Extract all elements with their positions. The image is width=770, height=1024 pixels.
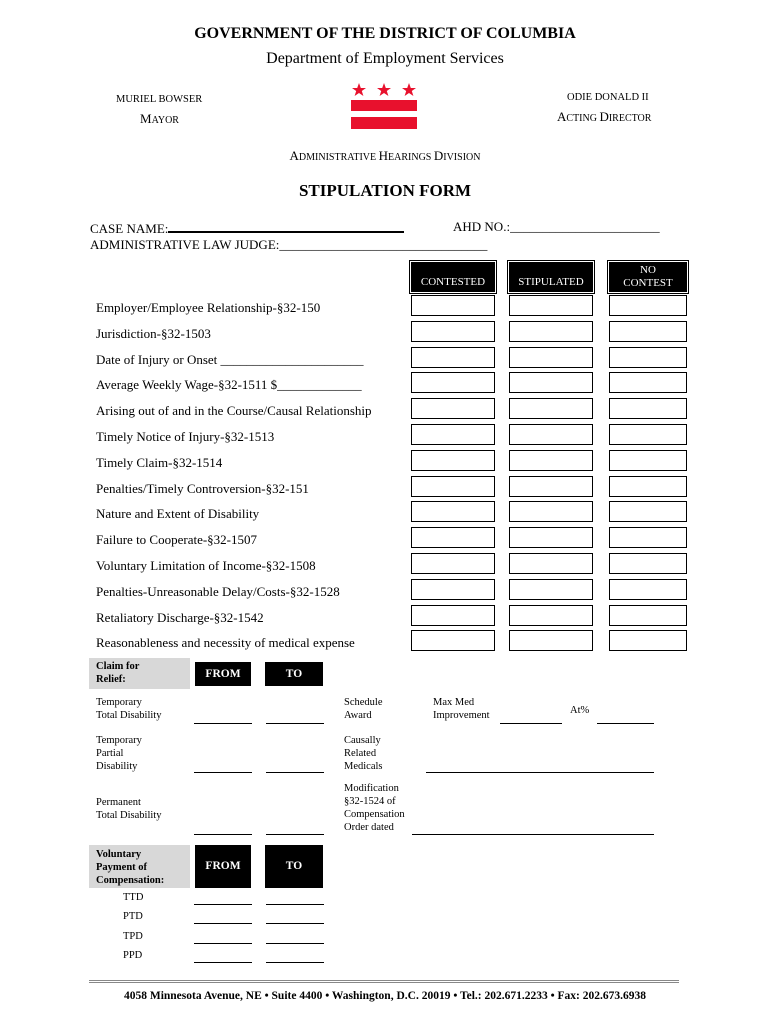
voluntary-to-header: TO (265, 845, 323, 888)
voluntary-to-input[interactable] (266, 962, 324, 963)
relief-row-permanent-total: Permanent Total Disability (96, 797, 162, 821)
contested-checkbox[interactable] (411, 476, 495, 497)
director-title: ACTING DIRECTOR (557, 109, 652, 124)
contested-checkbox[interactable] (411, 347, 495, 368)
stipulation-item: Arising out of and in the Course/Causal Relationship (96, 403, 372, 419)
voluntary-row-label: PTD (123, 911, 143, 922)
relief-row-temporary-total: Temporary Total Disability (96, 697, 162, 721)
stipulation-item: Reasonableness and necessity of medical expense (96, 635, 355, 651)
contested-checkbox[interactable] (411, 372, 495, 393)
ptd-to-input[interactable] (266, 834, 324, 835)
relief-row-temporary-partial: Temporary Partial Disability (96, 735, 142, 772)
stipulation-item: Penalties-Unreasonable Delay/Costs-§32-1528 (96, 583, 340, 599)
contested-checkbox[interactable] (411, 501, 495, 522)
column-no-contest: NO CONTEST (609, 262, 687, 292)
no-contest-checkbox[interactable] (609, 398, 687, 419)
voluntary-row-label: PPD (123, 950, 143, 961)
at-percent-input[interactable] (597, 723, 654, 724)
stipulated-checkbox[interactable] (509, 372, 593, 393)
stipulated-checkbox[interactable] (509, 553, 593, 574)
no-contest-checkbox[interactable] (609, 553, 687, 574)
stipulation-item: Employer/Employee Relationship-§32-150 (96, 300, 321, 315)
contested-checkbox[interactable] (411, 579, 495, 600)
contested-checkbox[interactable] (411, 398, 495, 419)
stipulated-checkbox[interactable] (509, 476, 593, 497)
stipulated-checkbox[interactable] (509, 501, 593, 522)
judge-field[interactable]: ADMINISTRATIVE LAW JUDGE:________________________________ (90, 237, 488, 252)
stipulation-item: Average Weekly Wage-§32-1511 $_____________ (96, 377, 362, 393)
contested-checkbox[interactable] (411, 605, 495, 626)
stipulated-checkbox[interactable] (509, 450, 593, 471)
at-percent-label: At% (570, 705, 590, 716)
no-contest-checkbox[interactable] (609, 527, 687, 548)
stipulation-item: Date of Injury or Onset ______________________ (96, 351, 364, 367)
stipulated-checkbox[interactable] (509, 347, 593, 368)
no-contest-checkbox[interactable] (609, 424, 687, 445)
ahd-no-field[interactable]: AHD NO.:_______________________ (453, 219, 660, 234)
ahd-no-input[interactable]: _______________________ (510, 219, 660, 234)
contested-checkbox[interactable] (411, 295, 495, 316)
column-stipulated: STIPULATED (509, 262, 593, 292)
stipulated-checkbox[interactable] (509, 321, 593, 342)
no-contest-checkbox[interactable] (609, 605, 687, 626)
no-contest-checkbox[interactable] (609, 321, 687, 342)
contested-checkbox[interactable] (411, 527, 495, 548)
stipulation-item: Penalties/Timely Controversion-§32-151 (96, 480, 309, 496)
no-contest-checkbox[interactable] (609, 450, 687, 471)
schedule-award-label: Schedule Award (344, 697, 383, 721)
no-contest-checkbox[interactable] (609, 501, 687, 522)
stipulated-checkbox[interactable] (509, 295, 593, 316)
causally-related-label: Causally Related Medicals (344, 735, 383, 772)
modification-date-input[interactable] (412, 834, 654, 835)
stipulated-checkbox[interactable] (509, 398, 593, 419)
no-contest-checkbox[interactable] (609, 630, 687, 651)
relief-to-header: TO (265, 662, 323, 686)
voluntary-row-label: TTD (123, 892, 144, 903)
government-title: GOVERNMENT OF THE DISTRICT OF COLUMBIA (194, 25, 576, 42)
stipulated-checkbox[interactable] (509, 424, 593, 445)
contested-checkbox[interactable] (411, 424, 495, 445)
contested-checkbox[interactable] (411, 321, 495, 342)
no-contest-checkbox[interactable] (609, 372, 687, 393)
voluntary-from-header: FROM (195, 845, 251, 888)
judge-input[interactable]: ________________________________ (279, 237, 488, 252)
contested-checkbox[interactable] (411, 450, 495, 471)
mayor-title: MAYOR (140, 111, 179, 126)
stipulation-item: Failure to Cooperate-§32-1507 (96, 532, 258, 548)
footer-divider (89, 980, 679, 983)
stipulated-checkbox[interactable] (509, 605, 593, 626)
mayor-name: MURIEL BOWSER (116, 94, 203, 105)
causally-related-input[interactable] (426, 772, 654, 773)
tpd-from-input[interactable] (194, 772, 252, 773)
voluntary-from-input[interactable] (194, 943, 252, 944)
stipulation-item: Timely Notice of Injury-§32-1513 (96, 429, 275, 444)
department-title: Department of Employment Services (266, 50, 504, 67)
contested-checkbox[interactable] (411, 553, 495, 574)
no-contest-checkbox[interactable] (609, 579, 687, 600)
voluntary-to-input[interactable] (266, 943, 324, 944)
modification-label: Modification §32-1524 of Compensation Order dated (344, 783, 405, 833)
ttd-from-input[interactable] (194, 723, 252, 724)
no-contest-checkbox[interactable] (609, 476, 687, 497)
relief-from-header: FROM (195, 662, 251, 686)
voluntary-from-input[interactable] (194, 904, 252, 905)
case-name-input[interactable] (168, 219, 404, 233)
stipulated-checkbox[interactable] (509, 630, 593, 651)
voluntary-to-input[interactable] (266, 904, 324, 905)
dc-flag-logo (350, 80, 418, 130)
voluntary-from-input[interactable] (194, 962, 252, 963)
voluntary-to-input[interactable] (266, 923, 324, 924)
stipulated-checkbox[interactable] (509, 527, 593, 548)
stipulation-item: Nature and Extent of Disability (96, 506, 260, 522)
no-contest-checkbox[interactable] (609, 347, 687, 368)
case-name-field[interactable]: CASE NAME: (90, 219, 404, 237)
voluntary-from-input[interactable] (194, 923, 252, 924)
column-contested: CONTESTED (411, 262, 495, 292)
stipulation-item: Timely Claim-§32-1514 (96, 454, 223, 470)
division-title: ADMINISTRATIVE HEARINGS DIVISION (289, 148, 481, 163)
voluntary-row-label: TPD (123, 931, 143, 942)
stipulation-item: Voluntary Limitation of Income-§32-1508 (96, 558, 316, 573)
form-title: STIPULATION FORM (298, 181, 472, 200)
max-med-input[interactable] (500, 723, 562, 724)
director-name: ODIE DONALD II (567, 92, 649, 103)
max-med-label: Max Med Improvement (433, 697, 490, 721)
footer-address: 4058 Minnesota Avenue, NE • Suite 4400 • Washington, D.C. 20019 • Tel.: 202.671.2233 • Fax: 202.673.6938 (123, 990, 647, 1002)
contested-checkbox[interactable] (411, 630, 495, 651)
claim-for-relief-label: Claim for Relief: (89, 658, 190, 689)
stipulation-item: Retaliatory Discharge-§32-1542 (96, 609, 264, 625)
tpd-to-input[interactable] (266, 772, 324, 773)
stipulation-item: Jurisdiction-§32-1503 (96, 325, 211, 341)
ptd-from-input[interactable] (194, 834, 252, 835)
ttd-to-input[interactable] (266, 723, 324, 724)
no-contest-checkbox[interactable] (609, 295, 687, 316)
stipulated-checkbox[interactable] (509, 579, 593, 600)
voluntary-payment-label: Voluntary Payment of Compensation: (89, 845, 190, 888)
